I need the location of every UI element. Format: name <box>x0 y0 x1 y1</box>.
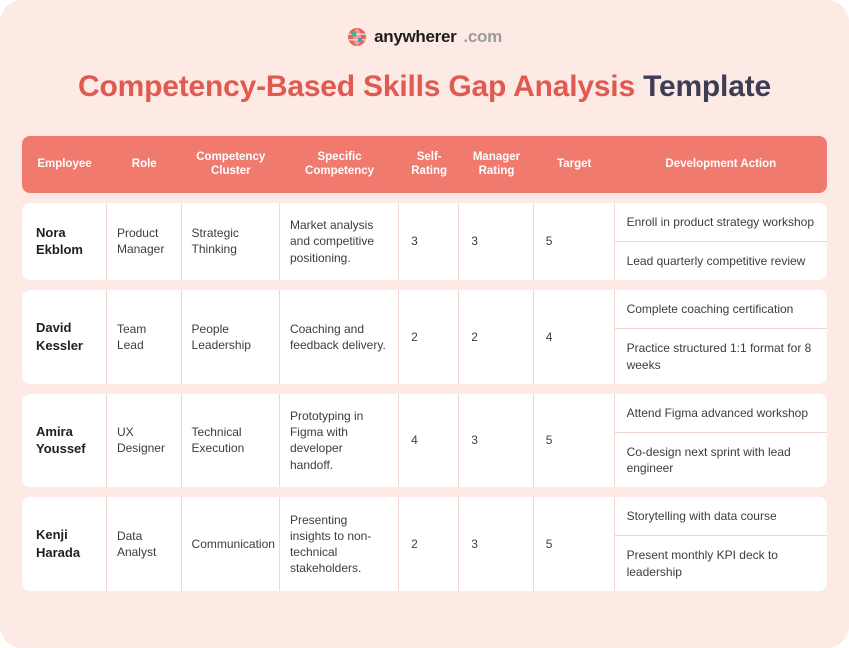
table-header-row <box>22 136 827 193</box>
cell-self-rating: 2 <box>399 290 459 384</box>
development-action-item: Attend Figma advanced workshop <box>626 405 809 420</box>
development-action-item: Practice structured 1:1 format for 8 weeks <box>615 328 827 383</box>
cell-target: 5 <box>534 203 615 280</box>
cell-employee: Amira Youssef <box>22 394 107 488</box>
cell-manager-rating: 3 <box>459 394 534 488</box>
column-header-employee: Employee <box>22 136 107 193</box>
cell-employee: David Kessler <box>22 290 107 384</box>
cell-cluster: Communication <box>182 497 280 591</box>
cell-competency: Coaching and feedback delivery. <box>280 290 399 384</box>
table-body <box>22 203 827 591</box>
page-title-rest: Template <box>634 70 771 103</box>
cell-competency: Presenting insights to non-technical stakeholders. <box>280 497 399 591</box>
table-header <box>22 136 827 193</box>
cell-target: 5 <box>534 394 615 488</box>
cell-employee: Kenji Harada <box>22 497 107 591</box>
table-row <box>22 394 827 488</box>
table-row <box>22 203 827 280</box>
cell-cluster: Strategic Thinking <box>182 203 280 280</box>
page-title-highlight: Competency-Based Skills Gap Analysis <box>78 70 635 103</box>
table-row <box>22 290 827 384</box>
brand-header <box>22 22 827 52</box>
skills-gap-table <box>22 126 827 601</box>
cell-development-actions <box>615 290 827 384</box>
cell-target: 5 <box>534 497 615 591</box>
development-action-item: Lead quarterly competitive review <box>615 241 827 280</box>
cell-role: Data Analyst <box>107 497 182 591</box>
globe-icon <box>347 27 367 47</box>
cell-development-actions <box>615 497 827 591</box>
cell-self-rating: 2 <box>399 497 459 591</box>
column-header-competency-cluster: Competency Cluster <box>182 136 280 193</box>
cell-target: 4 <box>534 290 615 384</box>
cell-employee: Nora Ekblom <box>22 203 107 280</box>
development-action-item: Storytelling with data course <box>626 509 777 524</box>
cell-cluster: People Leadership <box>182 290 280 384</box>
cell-competency: Market analysis and competitive positioning. <box>280 203 399 280</box>
brand-tld: .com <box>463 27 502 46</box>
cell-competency: Prototyping in Figma with developer handoff. <box>280 394 399 488</box>
column-header-self-rating: Self-Rating <box>399 136 459 193</box>
development-action-item: Co-design next sprint with lead engineer <box>615 432 827 487</box>
table-row <box>22 497 827 591</box>
cell-cluster: Technical Execution <box>182 394 280 488</box>
cell-development-actions <box>615 203 827 280</box>
cell-manager-rating: 2 <box>459 290 534 384</box>
brand-name: anywherer <box>374 27 457 46</box>
development-action-item: Complete coaching certification <box>626 302 794 317</box>
column-header-target: Target <box>534 136 615 193</box>
cell-role: Product Manager <box>107 203 182 280</box>
cell-self-rating: 4 <box>399 394 459 488</box>
column-header-specific-competency: Specific Competency <box>280 136 399 193</box>
development-action-item: Enroll in product strategy workshop <box>626 214 815 229</box>
cell-self-rating: 3 <box>399 203 459 280</box>
development-action-item: Present monthly KPI deck to leadership <box>615 535 827 590</box>
column-header-development-action: Development Action <box>615 136 827 193</box>
column-header-manager-rating: Manager Rating <box>459 136 534 193</box>
cell-role: Team Lead <box>107 290 182 384</box>
page-title <box>22 70 827 104</box>
cell-manager-rating: 3 <box>459 203 534 280</box>
cell-development-actions <box>615 394 827 488</box>
cell-role: UX Designer <box>107 394 182 488</box>
column-header-role: Role <box>107 136 182 193</box>
cell-manager-rating: 3 <box>459 497 534 591</box>
